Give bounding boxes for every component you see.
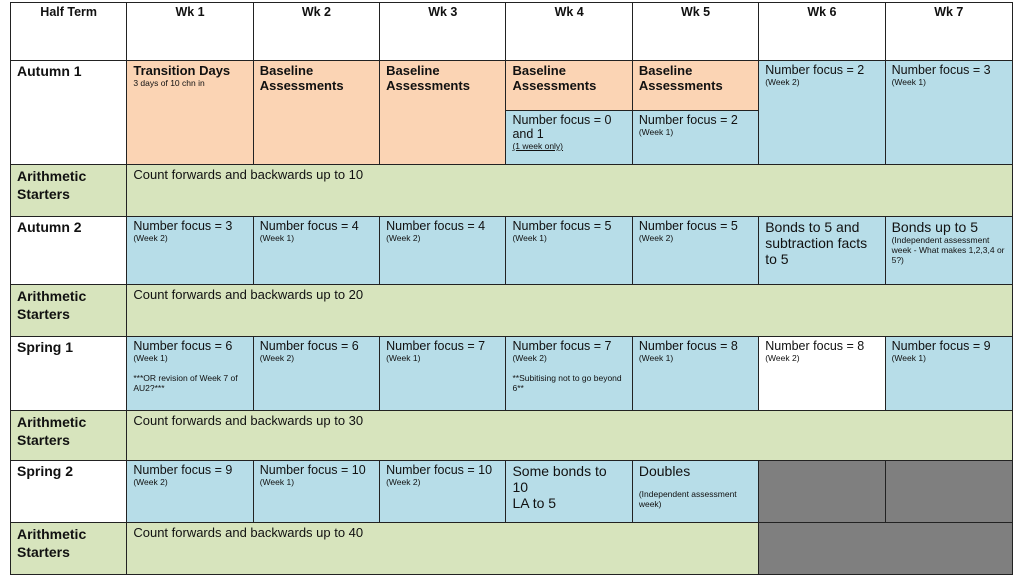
autumn2-row xyxy=(11,217,1013,285)
header-wk3: Wk 3 xyxy=(380,3,506,61)
autumn1-row xyxy=(11,61,1013,111)
number-focus: Number focus = 8 xyxy=(638,339,738,353)
week-note: (Week 2) xyxy=(765,77,800,87)
spring2-wk4-cell xyxy=(506,461,632,523)
autumn1-wk3-cell xyxy=(380,61,506,165)
starter-label: Arithmetic Starters xyxy=(11,285,127,337)
spring1-wk4-cell xyxy=(506,337,632,411)
autumn2-wk3-cell xyxy=(380,217,506,285)
week-note: (Week 2) xyxy=(638,233,674,243)
starter4-empty xyxy=(759,523,1013,575)
number-focus: Number focus = 4 xyxy=(259,219,359,233)
doubles-title: Doubles xyxy=(638,463,691,479)
starter-text: Count forwards and backwards up to 10 xyxy=(127,165,1013,217)
week-note: (Week 1) xyxy=(638,127,674,137)
week-note: (Week 2) xyxy=(386,477,421,487)
assessment-note: (Independent assessment week - What makes 1,2,3,4 or 5?) xyxy=(891,235,1005,265)
starter-text: Count forwards and backwards up to 40 xyxy=(127,523,759,575)
header-wk6: Wk 6 xyxy=(759,3,885,61)
week-note: (Week 1) xyxy=(133,353,168,363)
number-focus: Number focus = 7 xyxy=(386,339,486,353)
header-wk4: Wk 4 xyxy=(506,3,632,61)
bonds-title: Bonds up to 5 xyxy=(891,219,978,235)
header-wk1: Wk 1 xyxy=(127,3,253,61)
autumn2-wk1-cell xyxy=(127,217,253,285)
starter-text: Count forwards and backwards up to 20 xyxy=(127,285,1013,337)
header-half-term: Half Term xyxy=(11,3,127,61)
number-focus: Number focus = 3 xyxy=(891,63,991,77)
number-focus: Number focus = 0 and 1 xyxy=(512,113,612,141)
number-focus: Number focus = 2 xyxy=(765,63,865,77)
spring1-wk3-cell xyxy=(380,337,506,411)
week-note: (Week 1) xyxy=(512,233,547,243)
baseline-title: Baseline Assessments xyxy=(259,63,344,93)
autumn1-wk4-focus-cell xyxy=(506,111,632,165)
starter-row xyxy=(11,523,1013,575)
autumn1-wk5-cell xyxy=(632,61,758,111)
term-label: Autumn 2 xyxy=(11,217,127,285)
number-focus: Number focus = 2 xyxy=(638,113,738,127)
starter-text: Count forwards and backwards up to 30 xyxy=(127,411,1013,461)
starter-label: Arithmetic Starters xyxy=(11,165,127,217)
spring2-wk7-empty xyxy=(885,461,1012,523)
week-note: (Week 1) xyxy=(259,477,295,487)
la-line: LA to 5 xyxy=(512,495,557,511)
term-label: Spring 2 xyxy=(11,461,127,523)
spring2-row xyxy=(11,461,1013,523)
starter-row xyxy=(11,285,1013,337)
number-focus: Number focus = 3 xyxy=(133,219,233,233)
spring1-wk2-cell xyxy=(253,337,379,411)
starter-row xyxy=(11,165,1013,217)
spring2-wk6-empty xyxy=(759,461,885,523)
starter-label: Arithmetic Starters xyxy=(11,411,127,461)
number-focus: Number focus = 4 xyxy=(386,219,486,233)
transition-sub: 3 days of 10 chn in xyxy=(133,78,205,88)
number-focus: Number focus = 6 xyxy=(259,339,359,353)
spring2-wk5-cell xyxy=(632,461,758,523)
baseline-title: Baseline Assessments xyxy=(638,63,723,93)
autumn1-wk7-cell xyxy=(885,61,1012,165)
number-focus: Number focus = 9 xyxy=(133,463,233,477)
spring1-row xyxy=(11,337,1013,411)
autumn2-wk6-cell xyxy=(759,217,885,285)
planning-table xyxy=(10,2,1013,575)
autumn1-wk4-cell xyxy=(506,61,632,111)
week-note: (Week 1) xyxy=(386,353,421,363)
subitising-note: **Subitising not to go beyond 6** xyxy=(512,373,622,393)
term-label: Spring 1 xyxy=(11,337,127,411)
autumn1-wk5-focus-cell xyxy=(632,111,758,165)
number-focus: Number focus = 6 xyxy=(133,339,233,353)
autumn1-wk6-cell xyxy=(759,61,885,165)
header-row xyxy=(11,3,1013,61)
spring1-wk6-cell xyxy=(759,337,885,411)
spring1-wk5-cell xyxy=(632,337,758,411)
number-focus: Number focus = 5 xyxy=(512,219,612,233)
week-note: (Week 2) xyxy=(259,353,295,363)
autumn2-wk5-cell xyxy=(632,217,758,285)
number-focus: Number focus = 10 xyxy=(386,463,493,477)
week-note: (Week 1) xyxy=(891,77,926,87)
number-focus: Number focus = 7 xyxy=(512,339,612,353)
week-note: (Week 1) xyxy=(638,353,674,363)
term-label: Autumn 1 xyxy=(11,61,127,165)
number-focus: Number focus = 8 xyxy=(765,339,865,353)
week-note: (Week 2) xyxy=(512,353,547,363)
header-wk5: Wk 5 xyxy=(632,3,758,61)
autumn2-wk4-cell xyxy=(506,217,632,285)
baseline-title: Baseline Assessments xyxy=(512,63,597,93)
revision-note: ***OR revision of Week 7 of AU2?*** xyxy=(133,373,238,393)
week-note: (Week 2) xyxy=(386,233,421,243)
starter-label: Arithmetic Starters xyxy=(11,523,127,575)
week-note: (Week 2) xyxy=(765,353,800,363)
spring2-wk2-cell xyxy=(253,461,379,523)
autumn2-wk2-cell xyxy=(253,217,379,285)
spring1-wk7-cell xyxy=(885,337,1012,411)
number-focus: Number focus = 5 xyxy=(638,219,738,233)
number-focus: Number focus = 10 xyxy=(259,463,366,477)
transition-title: Transition Days xyxy=(133,63,231,78)
week-note: (Week 1) xyxy=(259,233,295,243)
autumn1-wk2-cell xyxy=(253,61,379,165)
bonds-line: Some bonds to 10 xyxy=(512,463,607,495)
week-note: (Week 2) xyxy=(133,477,168,487)
week-note: (Week 2) xyxy=(133,233,168,243)
spring2-wk3-cell xyxy=(380,461,506,523)
assessment-note: (Independent assessment week) xyxy=(638,489,737,509)
header-wk7: Wk 7 xyxy=(885,3,1012,61)
header-wk2: Wk 2 xyxy=(253,3,379,61)
baseline-title: Baseline Assessments xyxy=(386,63,470,93)
autumn1-wk1-cell xyxy=(127,61,253,165)
starter-row xyxy=(11,411,1013,461)
spring1-wk1-cell xyxy=(127,337,253,411)
week-note: (Week 1) xyxy=(891,353,926,363)
autumn2-wk7-cell xyxy=(885,217,1012,285)
bonds-text: Bonds to 5 and subtraction facts to 5 xyxy=(765,219,868,267)
number-focus: Number focus = 9 xyxy=(891,339,991,353)
spring2-wk1-cell xyxy=(127,461,253,523)
week-note: (1 week only) xyxy=(512,141,564,151)
